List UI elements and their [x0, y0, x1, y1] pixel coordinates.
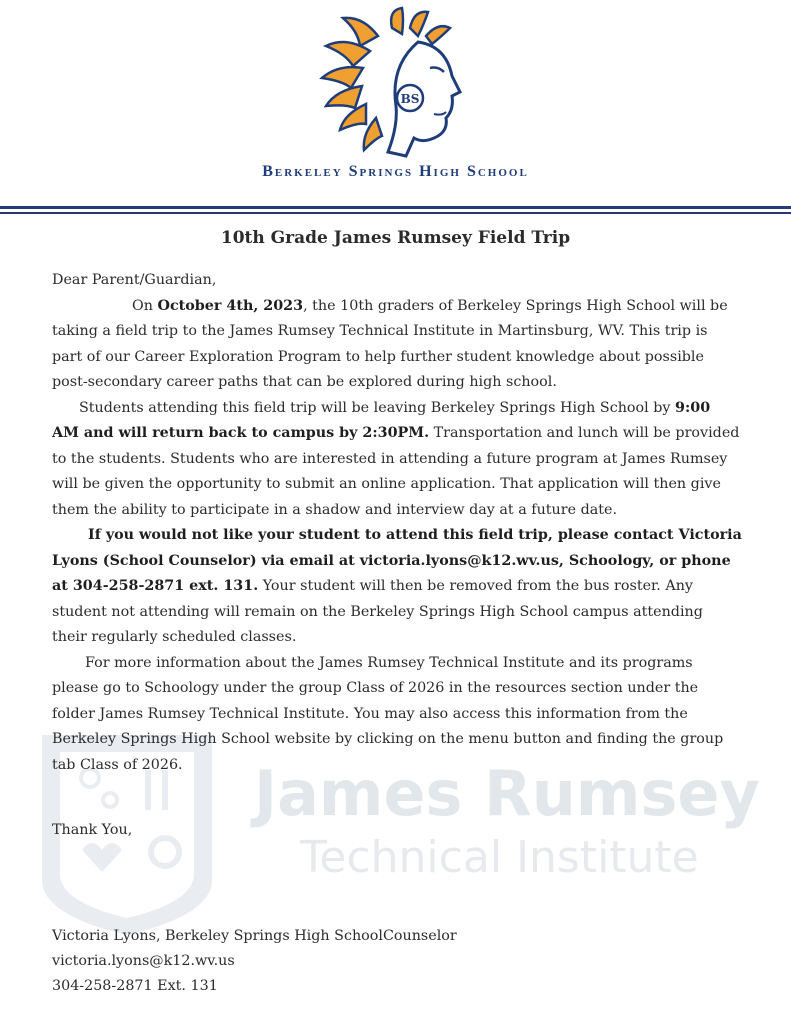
paragraph-3 — [52, 523, 742, 651]
header-divider — [0, 206, 791, 209]
school-name: Berkeley Springs High School — [262, 163, 529, 180]
logo-monogram: BS — [400, 92, 420, 106]
signature-phone: 304-258-2871 Ext. 131 — [52, 978, 218, 994]
paragraph-4: For more information about the James Rumsey Technical Institute and its programs please go to Schoology under the group Class of 2026 in the resources section under the folder James Rumsey Technical Institute. You may also access this information from the Berkeley Springs High School website by clicking on the menu button and finding the group tab Class of 2026. — [52, 654, 724, 773]
p1-text-a: On — [132, 297, 158, 314]
watermark-line2: Technical Institute — [300, 832, 699, 883]
p1-date: October 4th, 2023 — [157, 297, 304, 314]
paragraph-2 — [52, 396, 742, 524]
p2-text-c: Transportation and lunch will be provided to the students. Students who are interested in attending a future program at James Rumsey will be given the opportunity to submit an online application. That application will then give them the ability to participate in a shadow and interview day at a future date. — [52, 425, 740, 518]
paragraph-1 — [52, 294, 742, 396]
signature-block — [52, 924, 457, 999]
letter-title: 10th Grade James Rumsey Field Trip — [220, 228, 571, 248]
closing: Thank You, — [52, 822, 133, 838]
p3-text-c: Your student will then be removed from the bus roster. Any student not attending will remain on the Berkeley Springs High School campus attending their regularly scheduled classes. — [52, 578, 703, 645]
p1-text-c: , the 10th graders of Berkeley Springs High School will be taking a field trip to the James Rumsey Technical Institute in Martinsburg, WV. This trip is part of our Career Exploration Program to help further student knowledge about possible post-secondary career paths that can be explored during high school. — [52, 297, 728, 390]
signature-email: victoria.lyons@k12.wv.us — [52, 953, 235, 969]
header-divider-thin — [0, 212, 791, 214]
school-logo-icon — [318, 6, 476, 162]
p2-times: 9:00 AM and will return back to campus by 2:30PM. — [52, 399, 711, 441]
watermark-line1: James Rumsey — [254, 757, 760, 830]
signature-name: Victoria Lyons, Berkeley Springs High SchoolCounselor — [52, 928, 457, 944]
p3-contact: If you would not like your student to attend this field trip, please contact Victoria Lyons (School Counselor) via email at victoria.lyons@k12.wv.us, Schoology, or phone at 304-258-2871 ext. 131. — [52, 527, 742, 594]
p2-text-a: Students attending this field trip will be leaving Berkeley Springs High School by — [79, 399, 676, 416]
letter-body — [52, 268, 742, 778]
salutation: Dear Parent/Guardian, — [52, 272, 217, 288]
